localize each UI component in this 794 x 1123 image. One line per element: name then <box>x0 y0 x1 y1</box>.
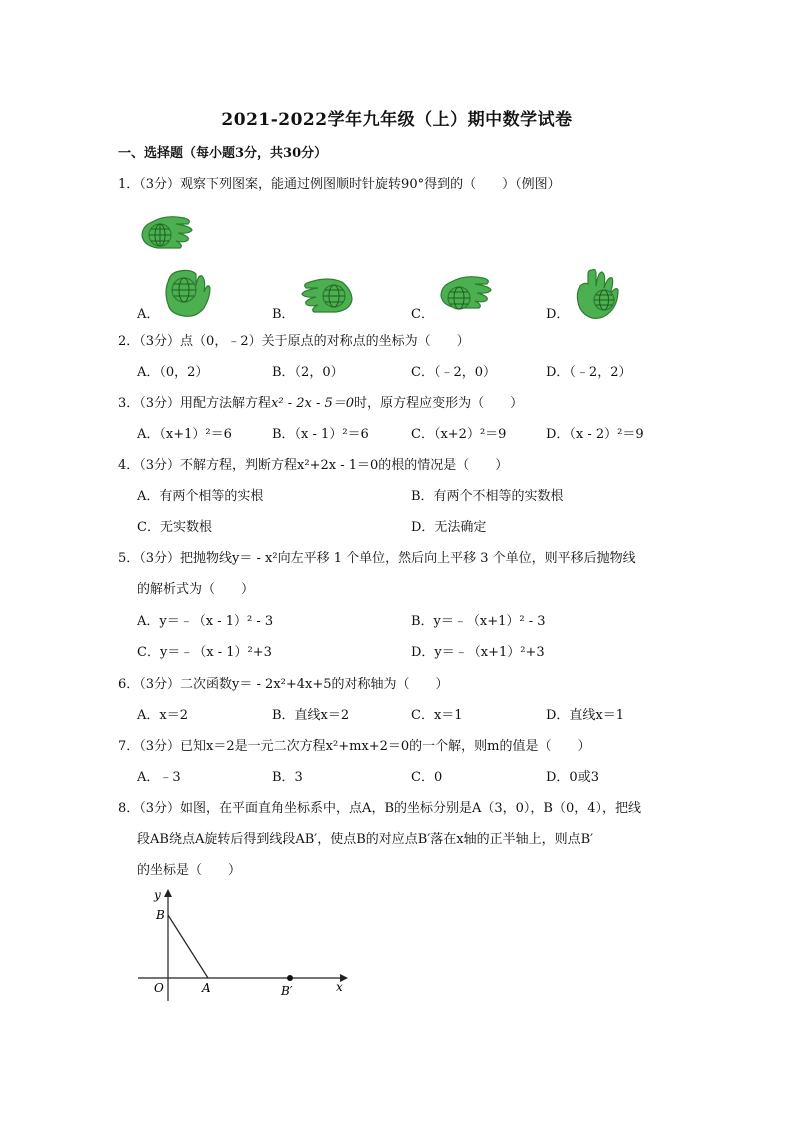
option-c[interactable]: C．（﹣2，0） <box>411 365 496 380</box>
option-b[interactable]: B．直线x＝2 <box>272 708 350 723</box>
question-number: 7． <box>118 739 140 754</box>
o-label: O <box>154 981 164 995</box>
option-a[interactable]: A．﹣3 <box>137 770 181 785</box>
option-d[interactable]: D．（﹣2，2） <box>546 365 632 380</box>
option-a[interactable]: A．（x+1）²＝6 <box>137 427 232 442</box>
option-d[interactable]: D．0或3 <box>546 770 599 785</box>
option-b[interactable]: B．（x - 1）²＝6 <box>272 427 369 442</box>
point-b-prime <box>287 975 293 981</box>
coordinate-figure <box>132 885 352 1005</box>
hand-globe-icon <box>298 270 356 320</box>
question-text: （3分）二次函数y＝ - 2x²+4x+5的对称轴为（ ） <box>139 677 449 692</box>
equation: x² - 2x - 5＝0 <box>271 396 355 411</box>
option-d[interactable]: D．直线x＝1 <box>546 708 625 723</box>
question-6 <box>118 676 449 694</box>
hand-globe-icon <box>572 266 622 322</box>
option-d[interactable]: D． <box>546 307 570 322</box>
question-5 <box>118 550 636 568</box>
question-text: （3分）点（0，﹣2）关于原点的对称点的坐标为（ ） <box>139 334 470 349</box>
option-a[interactable]: A． <box>137 307 160 322</box>
question-8-line-3: 的坐标是（ ） <box>137 863 242 878</box>
option-c[interactable]: C． <box>411 307 434 322</box>
segment-ab <box>168 915 208 978</box>
option-c[interactable]: C．（x+2）²＝9 <box>411 427 507 442</box>
option-b[interactable]: B．（2，0） <box>272 365 344 380</box>
question-8 <box>118 800 641 818</box>
b-label: B <box>156 908 165 922</box>
question-2 <box>118 333 470 351</box>
question-4 <box>118 457 508 475</box>
option-b[interactable]: B．3 <box>272 770 303 785</box>
option-c[interactable]: C．y＝﹣（x - 1）²+3 <box>137 645 272 660</box>
question-3 <box>118 395 523 413</box>
a-label: A <box>202 981 211 995</box>
hand-globe-icon <box>160 264 212 320</box>
question-8-line-2: 段AB绕点A旋转后得到线段AB′，使点B的对应点B′落在x轴的正半轴上，则点B′ <box>137 832 594 847</box>
question-text: （3分）已知x＝2是一元二次方程x²+mx+2＝0的一个解，则m的值是（ ） <box>139 739 591 754</box>
question-number: 8． <box>118 801 140 816</box>
option-d[interactable]: D．无法确定 <box>411 520 487 535</box>
hand-globe-icon <box>138 208 196 258</box>
question-1 <box>118 176 561 194</box>
y-axis-arrow <box>164 889 172 897</box>
option-a[interactable]: A．x＝2 <box>137 708 188 723</box>
question-number: 5． <box>118 551 140 566</box>
question-7 <box>118 738 591 756</box>
option-b[interactable]: B．y＝﹣（x+1）² - 3 <box>411 614 546 629</box>
question-text: （3分）不解方程，判断方程x²+2x - 1＝0的根的情况是（ ） <box>139 458 509 473</box>
question-number: 3． <box>118 396 140 411</box>
option-b[interactable]: B．有两个不相等的实数根 <box>411 489 564 504</box>
question-text: （3分）用配方法解方程 <box>139 396 272 411</box>
question-text: （3分）把抛物线y＝ - x²向左平移 1 个单位，然后向上平移 3 个单位，则平移后抛物线 <box>139 551 636 566</box>
option-d[interactable]: D．（x - 2）²＝9 <box>546 427 644 442</box>
option-b[interactable]: B． <box>272 307 295 322</box>
question-5-line-2: 的解析式为（ ） <box>137 582 255 597</box>
option-c[interactable]: C．x＝1 <box>411 708 463 723</box>
y-label: y <box>154 888 161 902</box>
option-d[interactable]: D．y＝﹣（x+1）²+3 <box>411 645 545 660</box>
option-a[interactable]: A．（0，2） <box>137 365 209 380</box>
page-title: 2021-2022学年九年级（上）期中数学试卷 <box>221 110 573 130</box>
question-text-tail: 时，原方程应变形为（ ） <box>354 396 524 411</box>
question-number: 4． <box>118 458 140 473</box>
option-a[interactable]: A．有两个相等的实根 <box>137 489 264 504</box>
b-prime-label: B′ <box>281 984 293 998</box>
option-a[interactable]: A．y＝﹣（x - 1）² - 3 <box>137 614 274 629</box>
question-number: 2． <box>118 334 140 349</box>
question-text: （3分）观察下列图案，能通过例图顺时针旋转90°得到的（ ）（例图） <box>139 177 561 192</box>
section-heading: 一、选择题（每小题3分，共30分） <box>118 146 328 161</box>
question-text: （3分）如图，在平面直角坐标系中，点A，B的坐标分别是A（3，0），B（0，4），把线 <box>139 801 642 816</box>
x-label: x <box>336 980 343 994</box>
hand-globe-icon <box>437 268 495 318</box>
question-number: 1． <box>118 177 140 192</box>
option-c[interactable]: C．无实数根 <box>137 520 212 535</box>
option-c[interactable]: C．0 <box>411 770 443 785</box>
question-number: 6． <box>118 677 140 692</box>
